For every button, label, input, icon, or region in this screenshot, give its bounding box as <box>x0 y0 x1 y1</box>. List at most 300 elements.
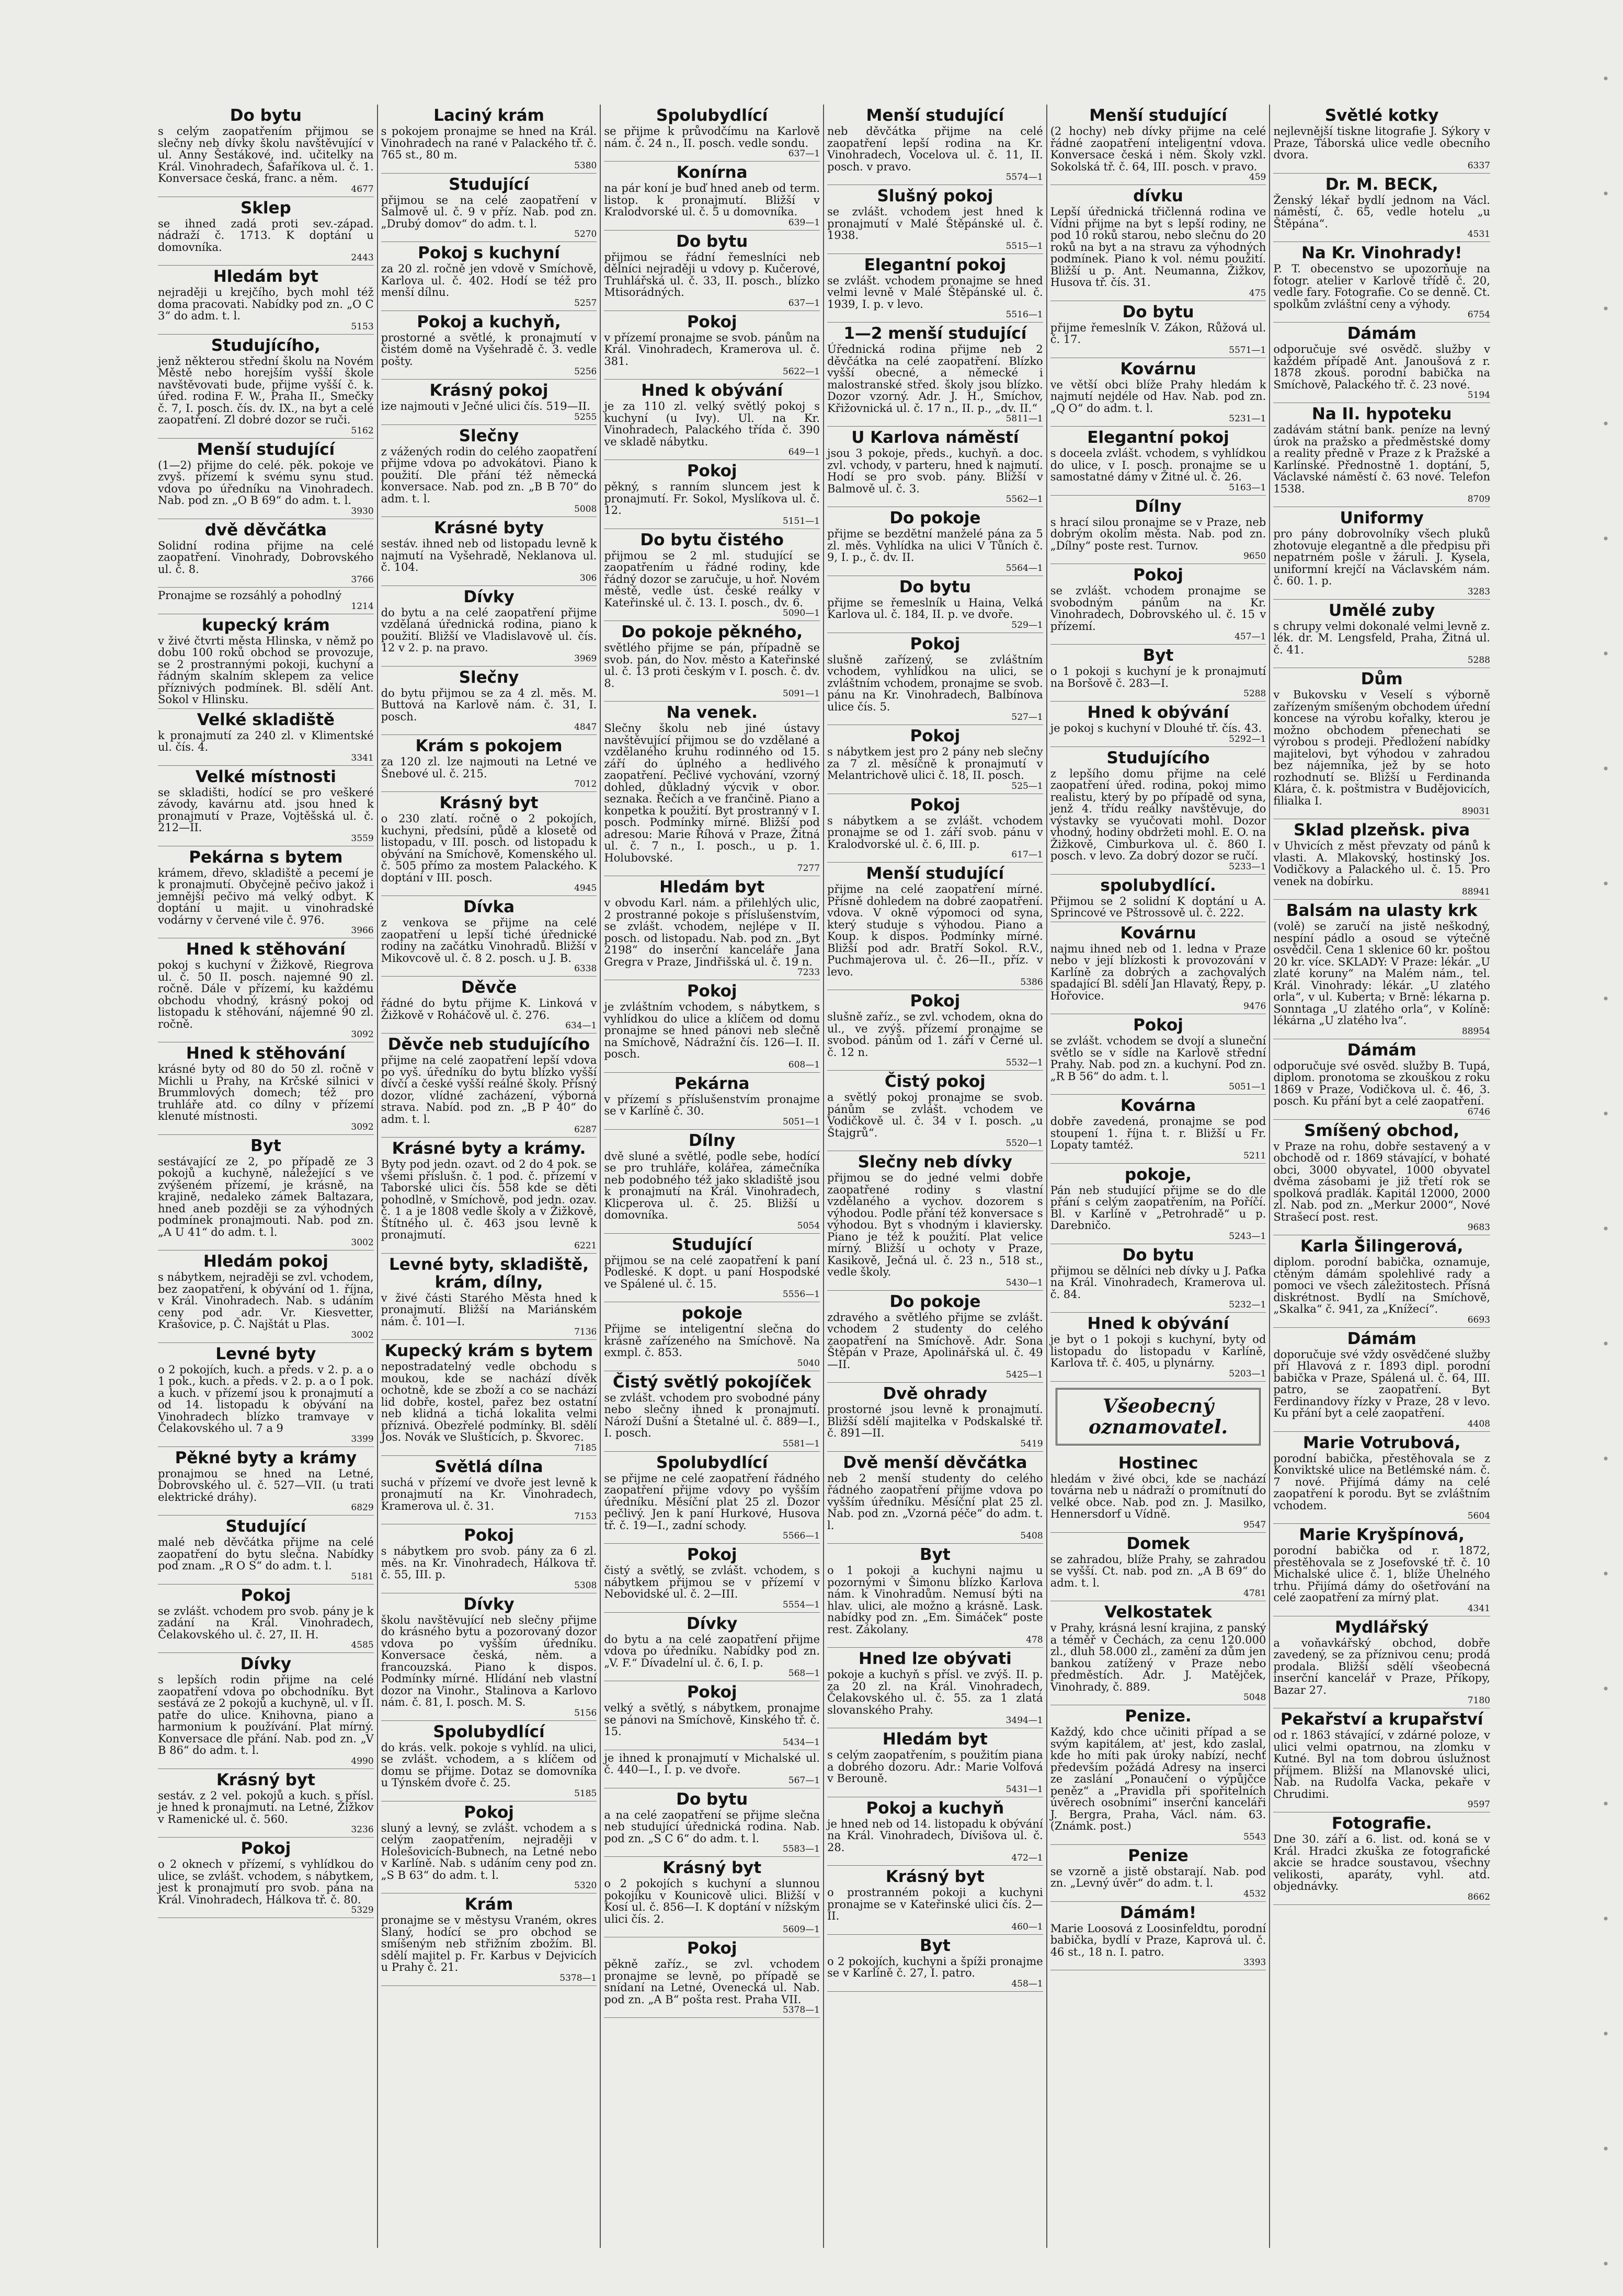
ad-reference-number: 2443 <box>351 252 374 263</box>
ad-heading: Konírna <box>676 163 748 182</box>
ad-heading: Dívky <box>686 1614 738 1633</box>
ad-text: o 2 pokojích, kuchyni a špíži pronajme se v Karlíně č. 27, I. patro. <box>827 1955 1043 1979</box>
ad-reference-number: 637—1 <box>788 148 820 159</box>
ad-text: s celým zaopatřením, s použitím piana a dobrého dozoru. Adr.: Marie Volfová v Berouně. <box>827 1749 1043 1785</box>
classified-ad <box>827 1648 1043 1728</box>
ad-text: a světlý pokoj pronajme se svob. pánům se zvlášt. vchodem ve Vodičkově ul. č. 34 v I. posch. „u Štajgrů“. <box>827 1091 1043 1139</box>
column-6 <box>1270 105 1493 2248</box>
ad-text: přijme na celé zaopatření mírné. Přísně dohledem na dobré zaopatření. vdova. V okně výpomoci od syna, který studuje s výhodou. Piano a Koup. k dispos. Podmínky mírné. Bližší pod adr. Bratří Sokol. R.V., Puchmajerova ul. č. 26—II., příz. v levo. <box>827 883 1043 978</box>
ad-heading: Pekárna <box>674 1074 750 1093</box>
classified-ad <box>604 1371 820 1452</box>
ad-heading: Pokoj <box>910 727 961 745</box>
ad-text: do bytu a na celé zaopatření přijme vzdělaná úřednická rodina, piano k použití. Bližší ve Vladislavově ul. čís. 12 v 2. p. na pravo. <box>381 606 597 654</box>
ad-reference-number: 617—1 <box>1011 849 1043 860</box>
ad-heading: Všeobecný oznamovatel. <box>1056 1388 1261 1445</box>
classified-ad <box>1050 1014 1266 1095</box>
ad-heading: Na II. hypoteku <box>1311 405 1452 423</box>
ad-reference-number: 529—1 <box>1011 619 1043 630</box>
ad-reference-number: 4990 <box>351 1755 374 1766</box>
ad-text: se zvlášt. vchodem pro svobodné pány nebo slečny ihned k pronajmutí. Nároží Dušní a Štetalné ul. č. 889—I., I. posch. <box>604 1391 820 1439</box>
ad-heading: Spolubydlící <box>656 1453 768 1472</box>
ad-reference-number: 478 <box>1026 1635 1043 1645</box>
column-4 <box>824 105 1047 2248</box>
classified-ad <box>1273 1235 1490 1328</box>
ad-text: o 1 pokoji s kuchyní je k pronajmutí na Boršově č. 283—I. <box>1050 665 1266 690</box>
ad-text: malé neb děvčátka přijme na celé zaopatření do bytu slečna. Nabídky pod znam. „R O S“ do adm. t. l. <box>158 1536 374 1572</box>
ad-heading: Hned k stěhování <box>186 1044 346 1063</box>
ad-text: krásné byty od 80 do 50 zl. ročně v Michli u Prahy, na Krčské silnici v Brummlových domech; též pro truhláře atd. co dílny v přízemí klenuté místnosti. <box>158 1063 374 1122</box>
column-1 <box>155 105 378 2248</box>
ad-text: (2 hochy) neb dívky přijme na celé řádné zaopatření inteligentní vdova. Konversace česká i něm. Školy vzkl. Sokolská tř. č. 64, III. posch. v pravo. <box>1050 125 1266 173</box>
classified-ad <box>158 1516 374 1585</box>
ad-reference-number: 5554—1 <box>782 1599 820 1610</box>
ad-reference-number: 3283 <box>1467 586 1490 597</box>
ad-reference-number: 3494—1 <box>1005 1715 1043 1726</box>
ad-reference-number: 5556—1 <box>782 1289 820 1300</box>
ad-reference-number: 458—1 <box>1011 1978 1043 1989</box>
classified-ad <box>604 162 820 231</box>
classified-ad <box>1273 174 1490 243</box>
classified-ad <box>1273 1039 1490 1120</box>
ad-reference-number: 5574—1 <box>1005 172 1043 182</box>
ad-reference-number: 9547 <box>1243 1519 1266 1530</box>
classified-ad <box>827 1935 1043 1992</box>
classified-ad <box>381 1456 597 1525</box>
ad-heading: Pekárna s bytem <box>189 847 343 867</box>
classified-ad <box>1273 1812 1490 1905</box>
ad-text: je za 110 zl. velký světlý pokoj s kuchyní (u Ivy). Ul. na Kr. Vinohradech, Palackého třída č. 390 ve skladě nábytku. <box>604 400 820 448</box>
ad-heading: Menší studující <box>197 440 335 459</box>
ad-text: se přijme ne celé zaopatření řádného zaopatření přijme vdovy po vyšším úředníku. Měsíční plat 25 zl. Dozor pečlivý. Jen k paní Hurkové, Husova tř. č. 19—I., zadní schody. <box>604 1472 820 1532</box>
classified-ad <box>827 794 1043 863</box>
ad-text: s celým zaopatřením přijmou se slečny neb dívky školu navštěvující v ul. Anny Šestákové, ind. učitelky na Král. Vinohradech, Šafaříkova ul. č. 1. Konversace česká, franc. a něm. <box>158 125 374 185</box>
classified-ad <box>381 242 597 311</box>
ad-text: řádné do bytu přijme K. Linková v Žižkově v Roháčově ul. č. 276. <box>381 997 597 1021</box>
ad-reference-number: 5308 <box>574 1580 597 1591</box>
ad-heading: Penize. <box>1125 1707 1192 1726</box>
ad-heading: Pokoj <box>910 795 961 814</box>
ad-text: se zvlášt. vchodem pronajme se hned velmi levně v Malé Štěpánské ul. č. 1939, I. p. v levo. <box>827 274 1043 311</box>
ad-text: přijme se řemeslník u Haina, Velká Karlova ul. č. 184, II. p. ve dvoře. <box>827 596 1043 621</box>
classified-ad <box>604 1302 820 1371</box>
classified-ad <box>827 1728 1043 1797</box>
ad-reference-number: 6287 <box>574 1124 597 1135</box>
ad-reference-number: 5583—1 <box>782 1844 820 1854</box>
ad-heading: Krásný byt <box>439 794 539 812</box>
ad-heading: Studující <box>671 1235 752 1254</box>
ad-text: jenž některou střední školu na Novém Městě nebo horejším vyšší škole navštěvovati bude, přijme vyšší č. k. úřed. rodina F. W., Praha II., Smečky č. 7, I. posch. čís. dv. IX., na byt a celé zaopatření. Zl dobré dozor se ruči. <box>158 354 374 426</box>
ad-text: krámem, dřevo, skladiště a pecemí je k pronajmutí. Obyčejně pečivo jakož i jemnější pečivo má velký odbyt. K doptání u majit. u vinohradské vodárny v červené vile č. 976. <box>158 866 374 926</box>
ad-text: Přijme se inteligentní slečna do krásně zařízeného na Smíchově. Na exmpl. č. 853. <box>604 1323 820 1359</box>
ad-text: nejraději u krejčího, bych mohl též doma pracovati. Nabídky pod zn. „O C 3“ do adm. t. l. <box>158 286 374 322</box>
ad-reference-number: 6746 <box>1467 1106 1490 1117</box>
classified-ad <box>1273 323 1490 403</box>
ad-heading: Krám s pokojem <box>415 737 563 755</box>
ad-reference-number: 6337 <box>1467 160 1490 171</box>
classified-ad <box>1050 301 1266 358</box>
ad-text: se vzorně a jistě obstarají. Nab. pod zn. „Levný úvěr“ do adm. t. l. <box>1050 1865 1266 1889</box>
ad-text: světlého přijme se pán, případně se svob. pán, do Nov. město a Kateřinské ul. č. 13 proti českým v I. posch. č. dv. 8. <box>604 641 820 690</box>
ad-reference-number: 4781 <box>1243 1588 1266 1599</box>
ad-text: dvě sluné a světlé, podle sebe, hodící se pro truhláře, kolářea, zámečníka neb podobného též jako skladiště jsou k pronajmutí na Král. Vinohradech, Klicperova ul. č. 25. Bližší u domovníka. <box>604 1150 820 1221</box>
ad-text: do bytu a na celé zaopatření přijme vdova po úředníku. Nabídky pod zn. „V. F.“ Dívadelní ul. č. 6, I. p. <box>604 1633 820 1669</box>
classified-ad <box>381 1034 597 1138</box>
classified-ad <box>1273 900 1490 1039</box>
ad-text: s nábytkem a se zvlášt. vchodem pronajme se od 1. září svob. pánu v Kralodvorské ul. č. 6, III. p. <box>827 814 1043 851</box>
ad-reference-number: 5520—1 <box>1005 1138 1043 1149</box>
classified-ad <box>381 517 597 586</box>
ad-heading: Fotografie. <box>1331 1814 1432 1833</box>
ad-text: od r. 1863 stávající, v zdárné poloze, v ulici velmi opatrnou, na zlomku v Kutné. Byl na tom dobrou úslužnost příjmem. Bližší na Mlanovské ulici, Nab. na Rudolfa Vacka, pekaře v Chrudimi. <box>1273 1729 1490 1800</box>
ad-heading: Krásný byt <box>885 1867 985 1886</box>
ad-heading: Kovárnu <box>1120 923 1196 943</box>
ad-reference-number: 5288 <box>1243 688 1266 699</box>
ad-heading: Velkostatek <box>1104 1603 1212 1622</box>
ad-heading: Do bytu čistého <box>640 530 784 549</box>
ad-reference-number: 5040 <box>797 1358 820 1369</box>
ad-reference-number: 5257 <box>574 297 597 308</box>
ad-reference-number: 3930 <box>351 506 374 516</box>
ad-text: Byty pod jedn. ozavt. od 2 do 4 pok. se všemi příslušn. č. 1 pod. č. přízemí v Taborské ulici čís. 558 kde se děti pohodlně, v Smíchově, pod jedn. ozav. č. 1 a je 1808 vedle školy a v Žižkově, Štítného ul. č. 463 jsou levně k pronajmutí. <box>381 1158 597 1241</box>
classified-ad <box>604 1073 820 1130</box>
classified-ad <box>827 725 1043 794</box>
classified-ad <box>1050 105 1266 185</box>
classified-ad <box>158 439 374 519</box>
ad-text: se skladišti, hodící se pro veškeré závody, kavárnu atd. jsou hned k pronajmutí v Praze, Vojtěšská ul. č. 212—II. <box>158 786 374 834</box>
ad-heading: Levné byty, skladiště, krám, dílny, <box>389 1255 589 1292</box>
classified-ad <box>381 1524 597 1593</box>
classified-ad <box>604 1681 820 1750</box>
ad-text: přijmou se na celé zaopatření v Salmově ul. č. 9 v příz. Nab. pod zn. „Drubý domov“ do adm. t. l. <box>381 193 597 230</box>
ad-heading: Pokoj <box>687 982 737 1001</box>
classified-ad <box>827 1071 1043 1151</box>
classified-ad <box>1273 403 1490 507</box>
ad-text: odporučuje své osvěd. služby B. Tupá, diplom. pronotoma se zkouškou z roku 1869 v Praze, Vodičkova ul. č. 46, 3. posch. Ku přání byt a celé zaopatření. <box>1273 1059 1490 1107</box>
ad-reference-number: 608—1 <box>788 1059 820 1070</box>
ad-text: odporučuje své osvědč. služby v každém případě Ant. Janoušová z r. 1878 zkouš. porodní babička na Smíchově, Palackého tř. č. 23 nové. <box>1273 343 1490 391</box>
ad-reference-number: 5048 <box>1243 1692 1266 1703</box>
ad-reference-number: 525—1 <box>1011 780 1043 791</box>
ad-text: prostorné jsou levně k pronajmutí. Bližší sdělí majitelka v Podskalské tř. č. 891—II. <box>827 1403 1043 1439</box>
ad-text: s lepších rodin přijme na celé zaopatření vdova po obchodníku. Byt sestává ze 2 pokojů a kuchyně, ul. v II. patře do ulice. Knihovna, piano a harmonium k používání. Plat mírný. Konversace dle přání. Nab. pod zn. „V B 86“ do adm. t. l. <box>158 1673 374 1757</box>
classified-ad <box>1273 819 1490 900</box>
classified-ad <box>158 1135 374 1251</box>
ad-heading: Pokoj <box>241 1586 291 1605</box>
ad-reference-number: 7012 <box>574 779 597 789</box>
ad-text: nejlevnější tiskne litografie J. Sýkory v Praze, Táborská ulice vedle obecního dvora. <box>1273 125 1490 161</box>
ad-text: se zvlášt. vchodem se dvojí a sluneční světlo se v sídle na Karlově střední Prahy. Nab. pod zn. a kuchyní. Pod zn. „R B 56“ do adm. t. l. <box>1050 1035 1266 1083</box>
ad-text: školu navštěvující neb slečny přijme do krásného bytu a pozorovaný dozor vdova po vyšším úředníku. Konversace česká, něm. a francouzská. Piano k dispos. Podmínky mírné. Hlídání neb vlastní dozor na Vinohr., Stalinova a Karlovo nám. č. 81, I. posch. M. S. <box>381 1613 597 1708</box>
ad-reference-number: 5516—1 <box>1005 309 1043 320</box>
ad-text: přijmou se 2 ml. studující se zaopatřením u řádné rodiny, kde řádný dozor se zaručuje, u hoř. Novém městě, vedle úst. české reálky v Kateřinské ul. č. 13. I. posch., dv. 6. <box>604 549 820 609</box>
ad-heading: Dílny <box>689 1131 736 1150</box>
ad-text: (1—2) přijme do celé. pěk. pokoje ve zvyš. přízemí k svému synu stud. vdova po úředníku na Vinohradech. Nab. pod zn. „O B 69“ do adm. t. l. <box>158 458 374 507</box>
classifieds-columns <box>155 105 1493 2248</box>
ad-text: nepostradatelný vedle obchodu s moukou, kde se nachází dívěk ochotně, kde se zboží a co se nachází lid dobře, kostel, pařez bez ostatní neb klidná a tichá lokalita velmi příznivá. Obezřelé podmínky. Bl. sdělí Jos. Novák ve Slušticích, p. Škvorec. <box>381 1360 597 1443</box>
ad-reference-number: 5566—1 <box>782 1531 820 1541</box>
ad-reference-number: 7136 <box>574 1327 597 1337</box>
ad-heading: kupecký krám <box>201 615 330 635</box>
ad-heading: Světlé kotky <box>1324 106 1439 125</box>
classified-ad <box>604 105 820 162</box>
ad-reference-number: 475 <box>1249 288 1266 299</box>
ad-text: sestáv. z 2 vel. pokojů a kuch. s přísl. je hned k pronajmutí. na Letné, Žižkov v Ramenické ul. č. 560. <box>158 1789 374 1826</box>
ad-reference-number: 472—1 <box>1011 1853 1043 1863</box>
ad-heading: Slečny <box>459 668 519 687</box>
ad-reference-number: 5378—1 <box>782 2005 820 2015</box>
ad-text: v Praze na rohu, dobře sestavený a v obchodě od r. 1869 stávající, v bohaté obci, 3000 obyvatel, 1000 obyvatel dvěma zásobami je již třetí rok se spolková pradlák. Kapitál 12000, 2000 zl. Nab. pod zn. „Merkur 2000“, Nové Strašecí post. rest. <box>1273 1140 1490 1223</box>
ad-reference-number: 5425—1 <box>1005 1370 1043 1380</box>
ad-heading: Čistý pokoj <box>884 1072 986 1091</box>
ad-reference-number: 5515—1 <box>1005 240 1043 251</box>
ad-heading: Marie Votrubová, <box>1302 1433 1461 1452</box>
binding-holes <box>1602 21 1609 2275</box>
classified-ad <box>827 185 1043 254</box>
classified-ad <box>827 633 1043 726</box>
classified-ad <box>381 425 597 518</box>
ad-reference-number: 5811—1 <box>1005 414 1043 424</box>
classified-ad <box>604 980 820 1073</box>
ad-heading: Pekařství a krupařství <box>1280 1710 1483 1729</box>
ad-heading: Pokoj <box>464 1526 514 1545</box>
ad-text: z vážených rodin do celého zaopatření přijme vdova po advokátovi. Piano k použití. Dle přání též německá konversace. Nab. pod zn. „B B 70“ do adm. t. l. <box>381 445 597 505</box>
classified-ad <box>1050 1902 1266 1971</box>
ad-text: z venkova se přijme na celé zaopatření u lepší tiché úřednické rodiny na začátku Vinohradů. Bližší v Mikovcově ul. č. 8 2. posch. u J. B. <box>381 916 597 965</box>
classified-ad <box>381 896 597 977</box>
classified-ad <box>1050 1601 1266 1705</box>
ad-reference-number: 567—1 <box>788 1775 820 1786</box>
classified-ad <box>604 1544 820 1613</box>
ad-text: neb 2 menší studenty do celého řádného zaopatření přijme vdova po vyšším úředníku. Měsíční plat 25 zl. Nab. pod zn. „Vzorná péče“ do adm. t. l. <box>827 1472 1043 1532</box>
classified-ad <box>604 702 820 876</box>
ad-heading: Hned k stěhování <box>186 940 346 959</box>
classified-ad <box>604 1857 820 1937</box>
ad-text: diplom. porodní babička, oznamuje, ctěným dámám spolehlivé rady a pomoci ve všech záležitostech. Přísná diskrétnost. Bydlí na Smíchově, „Skalka“ č. 941, za „Knížecí“. <box>1273 1256 1490 1315</box>
ad-reference-number: 634—1 <box>565 1020 597 1031</box>
ad-reference-number: 5419 <box>1020 1438 1043 1449</box>
ad-text: přijmou se do jedné velmi dobře zaopatřené rodiny s vlastní vzdělaného a vychov. dozorem s výhodou. Podle přání též konversace s výhodou. Byt s vhodným i klaviersky. Piano je též k použití. Plat velice mírný. Bližší u ochoty v Praze, Kasikově, Ječná ul. č. 23 n., 518 st., vedle školy. <box>827 1172 1043 1278</box>
classified-ad <box>158 1585 374 1654</box>
ad-heading: U Karlova náměstí <box>851 428 1019 447</box>
ad-heading: Spolubydlící <box>433 1722 545 1741</box>
classified-ad <box>827 1544 1043 1648</box>
ad-heading: Čistý světlý pokojíček <box>612 1372 812 1392</box>
ad-heading: Levné byty <box>215 1344 316 1363</box>
ad-heading: Krásné byty <box>434 519 544 537</box>
ad-reference-number: 7277 <box>797 863 820 874</box>
ad-reference-number: 3236 <box>351 1824 374 1835</box>
ad-heading: Pokoj <box>910 992 961 1011</box>
ad-heading: Dívky <box>463 587 515 606</box>
ad-heading: Do pokoje pěkného, <box>621 623 803 641</box>
ad-text: dobře zavedená, pronajme se pod stoupení 1. října t. r. Bližší u Fr. Lopaty tamtéž. <box>1050 1115 1266 1151</box>
ad-reference-number: 5408 <box>1020 1531 1043 1541</box>
classified-ad <box>158 1250 374 1343</box>
classified-ad <box>381 1801 597 1894</box>
classified-ad <box>158 846 374 939</box>
ad-heading: Dámám <box>1347 324 1416 343</box>
ad-heading: Dívka <box>463 898 515 916</box>
classified-ad <box>1050 496 1266 565</box>
ad-reference-number: 4677 <box>351 183 374 194</box>
ad-reference-number: 5571—1 <box>1229 345 1266 355</box>
ad-heading: Pěkné byty a krámy <box>175 1448 357 1467</box>
ad-reference-number: 4945 <box>574 883 597 893</box>
ad-reference-number: 5181 <box>351 1571 374 1582</box>
ad-reference-number: 5256 <box>574 366 597 377</box>
ad-heading: Dr. M. BECK, <box>1325 175 1438 194</box>
ad-text: se zvlášt. vchodem pro svob. pány je k zadání na Král. Vinohradech, Čelakovského ul. č. 27, II. H. <box>158 1604 374 1641</box>
ad-text: sestávající ze 2, po případě ze 3 pokojů a kuchyně, náležející s ve zvýšeném přízemí, je krásně, na krajině, nedaleko zámek Baltazara, hned aneb později se za výhodných podmínek pronajmouti. Nab. pod zn. „A U 41“ do adm. t. l. <box>158 1155 374 1238</box>
ad-reference-number: 5243—1 <box>1229 1231 1266 1242</box>
ad-text: je pokoj s kuchyní v Dlouhé tř. čís. 43. <box>1050 722 1262 734</box>
ad-reference-number: 5051—1 <box>1229 1082 1266 1092</box>
ad-reference-number: 7185 <box>574 1442 597 1453</box>
ad-reference-number: 3092 <box>351 1029 374 1040</box>
ad-heading: Pokoj <box>241 1839 291 1858</box>
ad-text: a voňavkářský obchod, dobře zavedený, se za příznivou cenu; prodá prodala. Bližší sdělí všeobecná inserční kancelář v Praze, Příkopy, Bazar 27. <box>1273 1636 1490 1696</box>
ad-reference-number: 3092 <box>351 1121 374 1132</box>
ad-text: ve větší obci blíže Prahy hledám k najmutí nejdéle od Hav. Nab. pod zn. „Q O“ do adm. t. l. <box>1050 378 1266 415</box>
ad-text: Pronajme se rozsáhlý a pohodlný <box>158 589 342 602</box>
classified-ad <box>1050 1533 1266 1602</box>
ad-reference-number: 5163—1 <box>1229 482 1266 493</box>
ad-heading: Světlá dílna <box>435 1457 543 1476</box>
ad-text: o 230 zlatí. ročně o 2 pokojích, kuchyni, předsíni, půdě a klosetě od listopadu, v III. posch. od listopadu k obývání na Smíchově, Komenského ul. č. 505 přímo za mostem Palackého. K doptání v III. posch. <box>381 812 597 884</box>
ad-reference-number: 5378—1 <box>559 1972 597 1983</box>
ad-reference-number: 637—1 <box>788 297 820 308</box>
classified-ad <box>158 1838 374 1918</box>
ad-text: na pár koní je buď hned aneb od term. listop. k pronajmutí. Bližší v Kralodvorské ul. č. 5 u domovníka. <box>604 182 820 218</box>
ad-text: porodní babička od r. 1872, přestěhovala se z Josefovské tř. č. 10 Michalské ulice č. 1, blíže Úhelného trhu. Přijímá dámy do ošetřování na celé zaopatření za mírný plat. <box>1273 1544 1490 1604</box>
ad-text: pokoj s kuchyní v Žižkově, Riegrova ul. č. 50 II. posch. najemné 90 zl. ročně. Dále v přízemí, ku každému obchodu vhodný, krásný pokoj od listopadu k stěhování, nájemné 90 zl. ročně. <box>158 959 374 1030</box>
ad-heading: spolubydlící. <box>1100 876 1216 895</box>
classified-ad <box>381 380 597 425</box>
ad-reference-number: 5380 <box>574 160 597 171</box>
ad-text: Solidní rodina přijme na celé zaopatření. Vinohrady, Dobrovského ul. č. 8. <box>158 539 374 576</box>
ad-reference-number: 568—1 <box>788 1668 820 1679</box>
ad-heading: Hned lze obývati <box>858 1649 1012 1668</box>
classified-ad <box>827 254 1043 323</box>
ad-text: prostorné a světlé, k pronajmutí v čistém domě na Vyšehradě č. 3. vedle pošty. <box>381 331 597 368</box>
classified-ad <box>158 709 374 766</box>
ad-heading: Pokoj a kuchyň <box>866 1798 1004 1818</box>
ad-reference-number: 5232—1 <box>1229 1300 1266 1310</box>
classified-ad <box>1050 645 1266 702</box>
ad-reference-number: 3766 <box>351 575 374 585</box>
classified-ad <box>827 1452 1043 1544</box>
ad-reference-number: 5292—1 <box>1229 733 1266 744</box>
ad-heading: Na Kr. Vinohrady! <box>1301 244 1462 262</box>
ad-heading: Dívky <box>463 1594 515 1614</box>
ad-heading: Dámám <box>1347 1040 1416 1060</box>
classified-ad <box>1273 507 1490 600</box>
ad-reference-number: 5532—1 <box>1005 1058 1043 1068</box>
classified-ad <box>1050 702 1266 747</box>
ad-heading: dívku <box>1133 187 1183 205</box>
classified-ad <box>604 621 820 702</box>
ad-reference-number: 3399 <box>351 1433 374 1444</box>
classified-ad <box>604 460 820 529</box>
ad-reference-number: 5255 <box>574 411 597 422</box>
ad-text: hledám v živé obci, kde se nachází továrna neb u nádraží o promítnutí do velké obce. Nab. pod zn. J. Masilko, Hennersdorf u Vídně. <box>1050 1472 1266 1520</box>
ad-reference-number: 5231—1 <box>1229 414 1266 424</box>
ad-reference-number: 4585 <box>351 1640 374 1650</box>
classified-ad <box>158 1769 374 1838</box>
ad-text: Přijmou se 2 solidní K doptání u A. Sprincové ve Pštrossově ul. č. 222. <box>1050 894 1266 919</box>
ad-reference-number: 9476 <box>1243 1001 1266 1012</box>
ad-heading: 1—2 menší studující <box>843 324 1027 343</box>
classified-ad <box>381 1593 597 1721</box>
classified-ad <box>1050 922 1266 1015</box>
ad-text: se přijme k průvodčímu na Karlově nám. č. 24 n., II. posch. vedle sondu. <box>604 125 820 150</box>
ad-reference-number: 4847 <box>574 722 597 732</box>
ad-heading: Dámám <box>1347 1329 1416 1348</box>
ad-heading: Kovárna <box>1120 1096 1196 1115</box>
classified-ad <box>604 1613 820 1682</box>
ad-reference-number: 7180 <box>1467 1695 1490 1706</box>
ad-text: sluný a levný, se zvlášt. vchodem a s celým zaopatřením, nejraději v Holešovicích-Bubnech, na Letné nebo v Karlíně. Nab. s udáním ceny pod zn. „S B 63“ do adm. t. l. <box>381 1821 597 1881</box>
ad-heading: Do bytu <box>230 106 302 125</box>
classified-ad <box>827 576 1043 633</box>
ad-heading: Balsám na ulasty krk <box>1286 901 1478 920</box>
ad-text: z lepšího domu přijme na celé zaopatření úřed. rodina, pokoj mimo realistu, který by po případě od syna, jenž 4. třídu reálky navštěvuje, do výstavky se vyučovati mohl. Dozor vhodný, hodiny obdržeti mohl. E. O. na Žižkově, Cimburkova ul. č. 860 I. posch. v levo. Za dobrý dozor se ručí. <box>1050 767 1266 862</box>
ad-reference-number: 5329 <box>351 1905 374 1915</box>
ad-reference-number: 3969 <box>574 653 597 664</box>
ad-reference-number: 9683 <box>1467 1222 1490 1233</box>
ad-reference-number: 8662 <box>1467 1891 1490 1902</box>
ad-reference-number: 460—1 <box>1011 1921 1043 1932</box>
classified-ad <box>604 1937 820 2018</box>
classified-ad <box>381 792 597 896</box>
ad-heading: Pokoj <box>910 634 961 653</box>
ad-heading: Sklep <box>240 198 291 217</box>
classified-ad <box>158 266 374 335</box>
ad-reference-number: 4532 <box>1243 1888 1266 1899</box>
ad-heading: Umělé zuby <box>1328 601 1435 620</box>
ad-heading: Slečny <box>459 426 519 445</box>
ad-heading: Byt <box>920 1936 951 1955</box>
ad-reference-number: 5431—1 <box>1005 1784 1043 1795</box>
ad-text: s nábytkem jest pro 2 pány neb slečny za 7 zl. měsíčně k pronajmutí v Melantrichově ulici č. 18, II. posch. <box>827 745 1043 782</box>
ad-reference-number: 5008 <box>574 504 597 514</box>
classified-ad <box>604 1452 820 1544</box>
column-3 <box>601 105 824 2248</box>
classified-ad <box>381 1721 597 1801</box>
classified-ad <box>1050 1244 1266 1313</box>
ad-heading: Pokoj <box>687 1683 737 1702</box>
ad-text: za 120 zl. lze najmouti na Letné ve Šnebové ul. č. 215. <box>381 755 597 780</box>
ad-heading: Dílny <box>1135 497 1182 516</box>
ad-text: Dne 30. září a 6. list. od. koná se v Král. Hradci zkuška ze fotografické akcie se hradce soustavou, všechny velikosti, aparáty, vyhl. atd. objednávky. <box>1273 1833 1490 1892</box>
ad-heading: Pokoj <box>1133 566 1183 584</box>
classified-ad <box>1273 242 1490 323</box>
ad-reference-number: 5090—1 <box>782 608 820 618</box>
ad-reference-number: 6829 <box>351 1502 374 1513</box>
ad-text: v Prahy, krásná lesní krajina, z panský a téměř v Čechách, za cenu 120.000 zl., dluh 58.000 zl., zamění za dům jen bankou zatížený v Praze nebo předměstích. Adr. J. Matějček, Vinohrady, č. 889. <box>1050 1622 1266 1693</box>
classified-ad <box>827 1383 1043 1452</box>
ad-reference-number: 5434—1 <box>782 1737 820 1748</box>
ad-reference-number: 3966 <box>351 925 374 936</box>
classified-ad <box>1050 564 1266 645</box>
ad-reference-number: 88941 <box>1461 887 1490 897</box>
classified-ad <box>1050 1382 1266 1452</box>
ad-heading: Domek <box>1126 1534 1190 1553</box>
ad-heading: Elegantní pokoj <box>1087 428 1229 447</box>
classified-ad <box>1050 1313 1266 1382</box>
ad-heading: Krásný pokoj <box>429 381 548 400</box>
ad-heading: Hledám byt <box>882 1730 988 1749</box>
